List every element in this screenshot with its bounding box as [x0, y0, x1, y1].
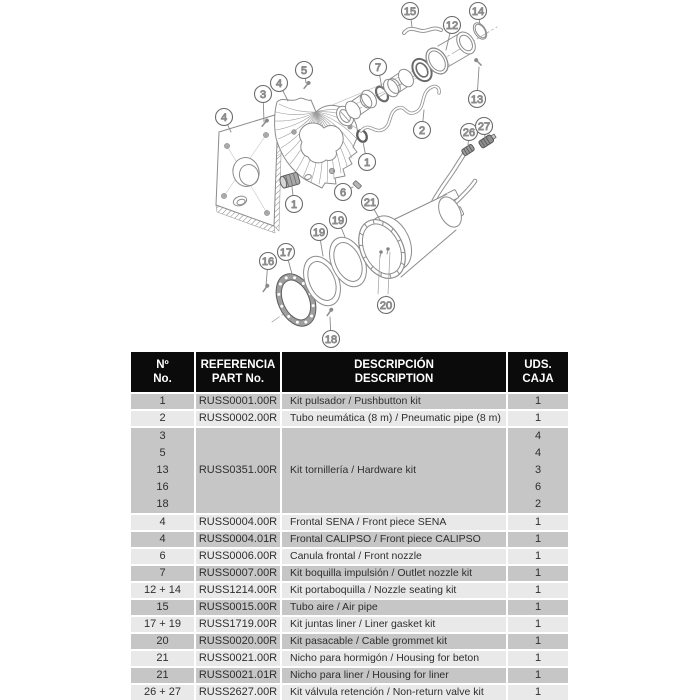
- cell-units: 1: [508, 634, 568, 649]
- header-no: Nº No.: [131, 352, 194, 392]
- cell-units: 1: [508, 583, 568, 598]
- cell-units: 1: [508, 685, 568, 700]
- cell-reference: RUSS0021.01R: [196, 668, 280, 683]
- cell-no: 3 5 13 16 18: [131, 428, 194, 513]
- cell-description: Kit boquilla impulsión / Outlet nozzle kit: [282, 566, 506, 581]
- svg-text:5: 5: [300, 64, 308, 77]
- svg-text:1: 1: [363, 156, 371, 169]
- cell-reference: RUSS0020.00R: [196, 634, 280, 649]
- svg-text:16: 16: [261, 255, 275, 268]
- cell-description: Kit tornillería / Hardware kit: [282, 428, 506, 513]
- cell-description: Nicho para liner / Housing for liner: [282, 668, 506, 683]
- callout-1: [286, 187, 303, 213]
- table-row: [131, 617, 568, 632]
- cell-no: 21: [131, 651, 194, 666]
- svg-text:27: 27: [477, 120, 491, 133]
- table-row: [131, 583, 568, 598]
- parts-table-body: [131, 394, 568, 700]
- header-reference: REFERENCIA PART No.: [196, 352, 280, 392]
- cell-reference: RUSS0351.00R: [196, 428, 280, 513]
- table-row: [131, 600, 568, 615]
- svg-text:21: 21: [363, 196, 377, 209]
- callout-13: [469, 67, 486, 108]
- callout-5: [296, 62, 313, 84]
- cell-description: Kit válvula retención / Non-return valve kit: [282, 685, 506, 700]
- cell-units: 1: [508, 600, 568, 615]
- cell-units: 1: [508, 515, 568, 530]
- callout-20: [378, 296, 395, 314]
- housing-niche: [350, 151, 475, 294]
- cell-reference: RUSS0006.00R: [196, 549, 280, 564]
- pushbutton-plug: [279, 172, 301, 189]
- cell-reference: RUSS1214.00R: [196, 583, 280, 598]
- cell-description: Frontal CALIPSO / Front piece CALIPSO: [282, 532, 506, 547]
- svg-text:20: 20: [379, 299, 393, 312]
- table-row: [131, 532, 568, 547]
- svg-text:1: 1: [290, 198, 298, 211]
- cell-reference: RUSS0007.00R: [196, 566, 280, 581]
- svg-text:15: 15: [403, 5, 417, 18]
- cell-description: Kit pasacable / Cable grommet kit: [282, 634, 506, 649]
- cell-no: 2: [131, 411, 194, 426]
- table-row: [131, 515, 568, 530]
- svg-text:7: 7: [374, 61, 382, 74]
- front-nozzle-pin: [353, 180, 362, 189]
- cell-units: 1: [508, 532, 568, 547]
- callout-2: [414, 110, 431, 139]
- table-row: [131, 685, 568, 700]
- callout-4: [271, 75, 289, 102]
- table-row: [131, 566, 568, 581]
- parts-table-header: [131, 352, 568, 392]
- cell-description: Tubo aire / Air pipe: [282, 600, 506, 615]
- callout-6: [335, 184, 354, 201]
- callout-1: [359, 142, 376, 171]
- svg-text:12: 12: [445, 19, 459, 32]
- svg-text:4: 4: [275, 77, 283, 90]
- screw-18: [326, 308, 333, 317]
- table-row: [131, 428, 568, 513]
- callout-19: [330, 212, 347, 238]
- svg-text:19: 19: [312, 226, 326, 239]
- screw-5: [303, 81, 311, 89]
- valve-body-27: [478, 132, 497, 148]
- cell-no: 26 + 27: [131, 685, 194, 700]
- cell-no: 4: [131, 532, 194, 547]
- table-row: [131, 668, 568, 683]
- front-plate-sena: [216, 111, 282, 233]
- cell-reference: RUSS0001.00R: [196, 394, 280, 409]
- cell-units: 1: [508, 566, 568, 581]
- cell-no: 6: [131, 549, 194, 564]
- svg-text:13: 13: [470, 93, 484, 106]
- callout-17: [278, 244, 295, 275]
- cell-reference: RUSS0015.00R: [196, 600, 280, 615]
- cell-description: Canula frontal / Front nozzle: [282, 549, 506, 564]
- cell-description: Nicho para hormigón / Housing for beton: [282, 651, 506, 666]
- cell-units: 1: [508, 668, 568, 683]
- table-row: [131, 634, 568, 649]
- cell-reference: RUSS2627.00R: [196, 685, 280, 700]
- cell-description: Tubo neumática (8 m) / Pneumatic pipe (8 m): [282, 411, 506, 426]
- cell-description: Kit pulsador / Pushbutton kit: [282, 394, 506, 409]
- cell-no: 7: [131, 566, 194, 581]
- table-row: [131, 549, 568, 564]
- callout-16: [260, 253, 277, 287]
- callout-26: [461, 124, 478, 147]
- cell-units: 1: [508, 549, 568, 564]
- header-units: UDS. CAJA: [508, 352, 568, 392]
- cell-description: Kit juntas liner / Liner gasket kit: [282, 617, 506, 632]
- cell-no: 1: [131, 394, 194, 409]
- cell-no: 21: [131, 668, 194, 683]
- svg-text:6: 6: [339, 186, 347, 199]
- cell-units: 1: [508, 651, 568, 666]
- svg-text:18: 18: [324, 333, 338, 346]
- table-row: [131, 651, 568, 666]
- cell-no: 4: [131, 515, 194, 530]
- callout-14: [470, 3, 487, 26]
- screw-13: [474, 58, 482, 66]
- cell-reference: RUSS1719.00R: [196, 617, 280, 632]
- cell-no: 15: [131, 600, 194, 615]
- header-description: DESCRIPCIÓN DESCRIPTION: [282, 352, 506, 392]
- cell-units: 1: [508, 394, 568, 409]
- cell-description: Kit portaboquilla / Nozzle seating kit: [282, 583, 506, 598]
- cell-description: Frontal SENA / Front piece SENA: [282, 515, 506, 530]
- cell-reference: RUSS0002.00R: [196, 411, 280, 426]
- cell-units: 4 4 3 6 2: [508, 428, 568, 513]
- air-pipe: [404, 28, 441, 33]
- svg-text:14: 14: [471, 5, 485, 18]
- svg-text:26: 26: [462, 126, 476, 139]
- cell-no: 20: [131, 634, 194, 649]
- cell-reference: RUSS0004.00R: [196, 515, 280, 530]
- callout-21: [362, 194, 381, 221]
- callout-15: [402, 3, 419, 28]
- svg-text:2: 2: [418, 124, 426, 137]
- svg-text:3: 3: [259, 88, 267, 101]
- svg-text:4: 4: [220, 111, 228, 124]
- callout-19: [311, 224, 328, 257]
- parts-table: [131, 352, 568, 700]
- cell-units: 1: [508, 411, 568, 426]
- cell-reference: RUSS0021.00R: [196, 651, 280, 666]
- svg-text:19: 19: [331, 214, 345, 227]
- cell-no: 12 + 14: [131, 583, 194, 598]
- callout-18: [323, 317, 340, 348]
- cell-reference: RUSS0004.01R: [196, 532, 280, 547]
- cell-no: 17 + 19: [131, 617, 194, 632]
- svg-text:17: 17: [279, 246, 293, 259]
- cell-units: 1: [508, 617, 568, 632]
- table-row: [131, 411, 568, 426]
- table-row: [131, 394, 568, 409]
